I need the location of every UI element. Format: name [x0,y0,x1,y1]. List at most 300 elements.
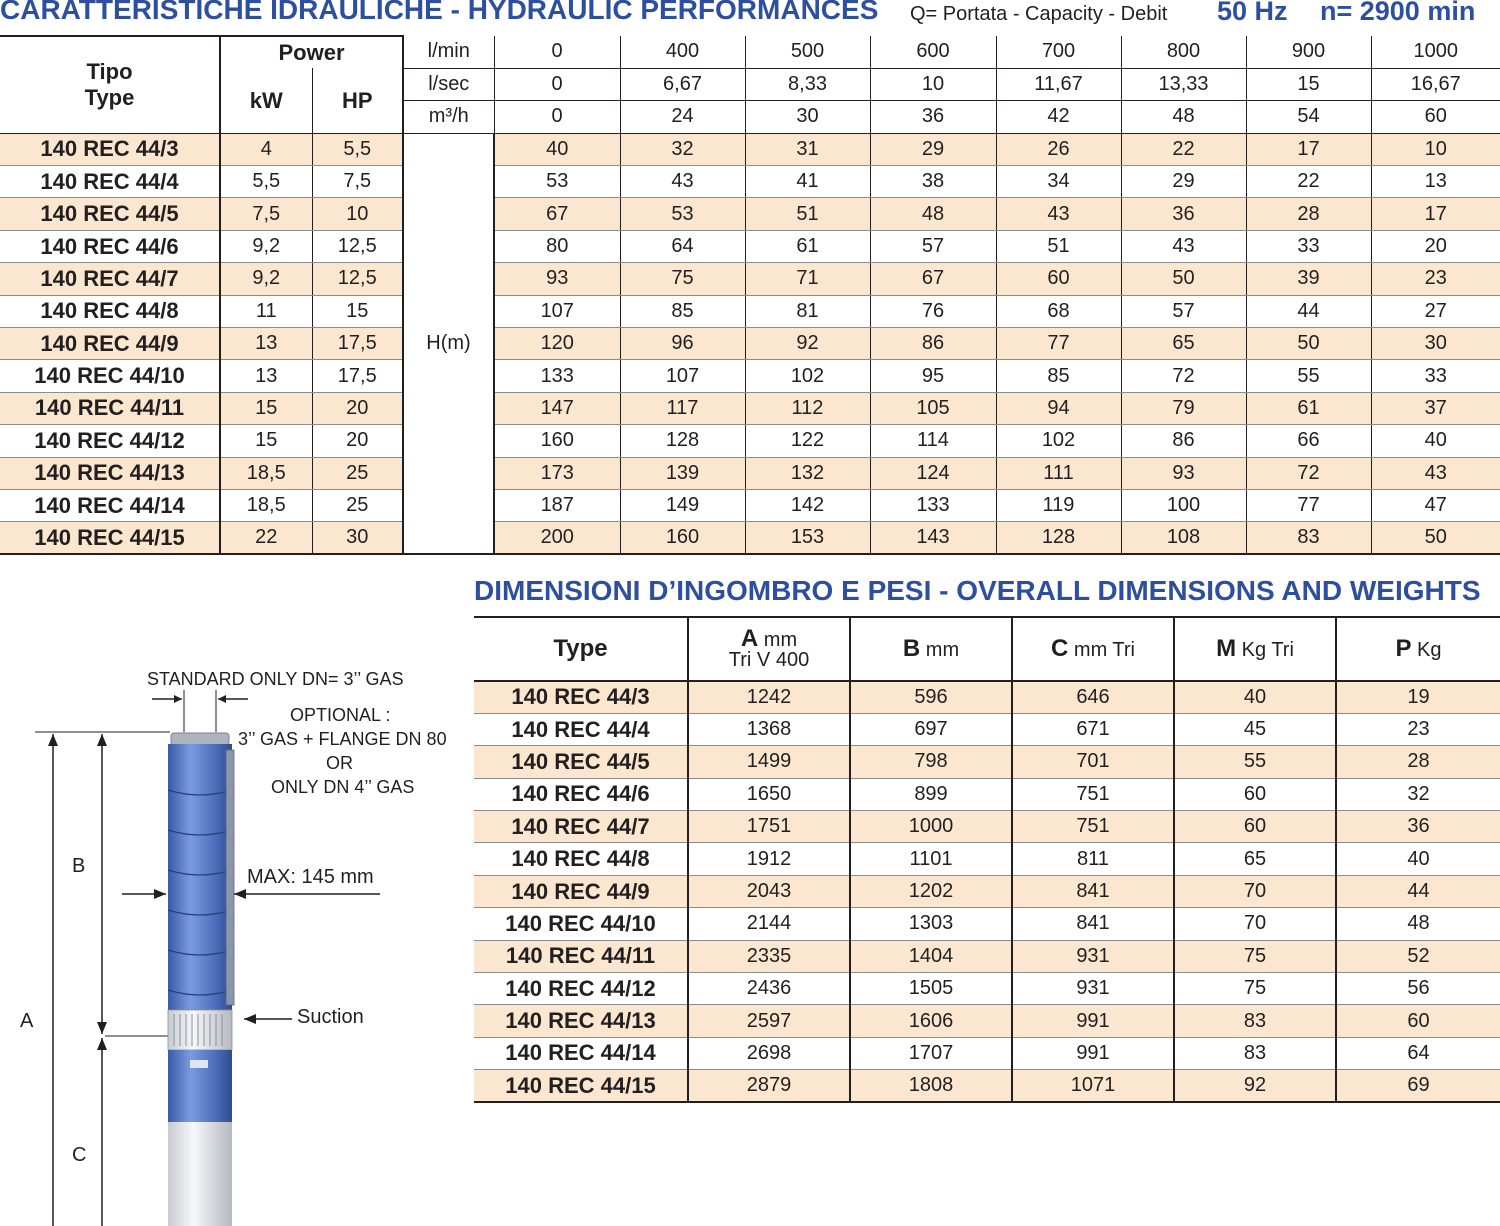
type-column-header [0,36,220,133]
dim-c-cell: 646 [1012,681,1174,713]
pump-type-cell: 140 REC 44/4 [0,166,220,198]
dim-c-cell: 991 [1012,1037,1174,1069]
head-value-cell: 80 [494,230,620,262]
hydraulic-table-body [0,133,1500,554]
pump-dimension-diagram [0,640,470,1226]
flow-cell: 54 [1246,101,1371,133]
dim-p-unit: Kg [1417,638,1442,661]
head-value-cell: 27 [1371,295,1500,327]
dim-type-cell: 140 REC 44/15 [474,1070,688,1102]
dim-m-cell: 70 [1174,875,1336,907]
head-value-cell: 119 [996,489,1121,521]
unit-lmin: l/min [403,36,494,68]
dim-a-cell: 1499 [688,746,850,778]
dim-p-cell: 48 [1336,908,1500,940]
kw-cell: 18,5 [220,489,312,521]
head-value-cell: 17 [1371,198,1500,230]
table-row [0,263,1500,295]
dim-c-cell: 931 [1012,940,1174,972]
head-value-cell: 61 [745,230,870,262]
max-diameter-label: MAX: 145 mm [247,866,374,888]
head-value-cell: 92 [745,328,870,360]
head-value-cell: 149 [620,489,745,521]
flow-cell: 0 [494,36,620,68]
pump-type-cell: 140 REC 44/14 [0,489,220,521]
flow-cell: 8,33 [745,68,870,100]
head-value-cell: 44 [1246,295,1371,327]
dim-type-cell: 140 REC 44/14 [474,1037,688,1069]
hydraulic-table [0,35,1500,555]
dim-a-cell: 2597 [688,1005,850,1037]
dim-c-cell: 671 [1012,713,1174,745]
dimension-c-label: C [72,1144,87,1166]
dimension-b-bottom-arrowhead [97,1022,107,1034]
dim-type-cell: 140 REC 44/12 [474,973,688,1005]
table-row [474,940,1500,972]
dim-a-cell: 2879 [688,1070,850,1102]
dimensions-table-body [474,681,1500,1102]
head-value-cell: 120 [494,328,620,360]
pump-type-cell: 140 REC 44/15 [0,522,220,554]
dim-b-cell: 1303 [850,908,1012,940]
dim-m-cell: 75 [1174,940,1336,972]
dim-p-cell: 64 [1336,1037,1500,1069]
pump-type-cell: 140 REC 44/10 [0,360,220,392]
head-value-cell: 61 [1246,392,1371,424]
optional-note-4: ONLY DN 4’’ GAS [271,777,415,797]
head-value-cell: 17 [1246,133,1371,165]
dim-b-cell: 1202 [850,875,1012,907]
hp-cell: 15 [312,295,403,327]
head-value-cell: 124 [870,457,996,489]
dim-c-cell: 1071 [1012,1070,1174,1102]
dim-a-cell: 2043 [688,875,850,907]
dim-c-cell: 751 [1012,778,1174,810]
head-value-cell: 139 [620,457,745,489]
dim-type-cell: 140 REC 44/6 [474,778,688,810]
flow-cell: 16,67 [1371,68,1500,100]
hp-cell: 20 [312,392,403,424]
dim-type-cell: 140 REC 44/11 [474,940,688,972]
hp-cell: 17,5 [312,360,403,392]
dim-m-cell: 60 [1174,778,1336,810]
head-value-cell: 85 [996,360,1121,392]
head-value-cell: 40 [494,133,620,165]
dim-m-cell: 60 [1174,811,1336,843]
pump-cable-guard [226,750,234,1005]
dim-c-cell: 931 [1012,973,1174,1005]
head-value-cell: 93 [494,263,620,295]
table-row [0,457,1500,489]
table-row [0,392,1500,424]
head-value-cell: 53 [620,198,745,230]
dim-m-cell: 92 [1174,1070,1336,1102]
head-value-cell: 66 [1246,425,1371,457]
dim-type-cell: 140 REC 44/4 [474,713,688,745]
pump-type-cell: 140 REC 44/12 [0,425,220,457]
dim-b-cell: 1808 [850,1070,1012,1102]
flow-cell: 15 [1246,68,1371,100]
flow-cell: 48 [1121,101,1246,133]
head-value-cell: 77 [996,328,1121,360]
head-value-cell: 29 [870,133,996,165]
head-value-cell: 128 [996,522,1121,554]
capacity-label: Q= Portata - Capacity - Debit [910,3,1168,25]
hp-cell: 25 [312,457,403,489]
optional-note-3: OR [326,753,353,773]
dim-type-cell: 140 REC 44/10 [474,908,688,940]
pump-type-cell: 140 REC 44/3 [0,133,220,165]
head-value-cell: 22 [1246,166,1371,198]
head-value-cell: 50 [1121,263,1246,295]
dim-b-cell: 1606 [850,1005,1012,1037]
dim-p-cell: 44 [1336,875,1500,907]
table-row [0,489,1500,521]
head-value-cell: 26 [996,133,1121,165]
head-value-cell: 72 [1121,360,1246,392]
flow-cell: 500 [745,36,870,68]
head-value-cell: 64 [620,230,745,262]
dim-p-cell: 69 [1336,1070,1500,1102]
dim-p-letter: P [1395,634,1412,662]
head-value-cell: 53 [494,166,620,198]
head-value-cell: 122 [745,425,870,457]
dimensions-title: DIMENSIONI D’INGOMBRO E PESI - OVERALL DIMENSIONS AND WEIGHTS [474,575,1481,606]
dimension-c-arrowhead [97,1038,107,1050]
dim-a-header [688,617,850,681]
head-value-cell: 128 [620,425,745,457]
dim-b-cell: 1000 [850,811,1012,843]
dim-type-header [474,617,688,681]
head-value-cell: 60 [996,263,1121,295]
flow-cell: 36 [870,101,996,133]
dim-a-cell: 1650 [688,778,850,810]
kw-cell: 13 [220,360,312,392]
standard-arrowhead-right [218,695,226,703]
table-row [474,713,1500,745]
kw-cell: 13 [220,328,312,360]
dim-c-header [1012,617,1174,681]
kw-header: kW [220,68,312,133]
dim-m-cell: 83 [1174,1037,1336,1069]
head-value-cell: 65 [1121,328,1246,360]
table-row [0,198,1500,230]
dimensions-header-row [474,617,1500,681]
dim-p-cell: 32 [1336,778,1500,810]
head-value-cell: 43 [620,166,745,198]
header-row-lmin [0,36,1500,68]
flow-cell: 1000 [1371,36,1500,68]
kw-cell: 15 [220,392,312,424]
table-row [0,133,1500,165]
dim-m-cell: 40 [1174,681,1336,713]
head-value-cell: 29 [1121,166,1246,198]
kw-cell: 9,2 [220,263,312,295]
dim-c-cell: 811 [1012,843,1174,875]
head-value-cell: 43 [1371,457,1500,489]
hp-cell: 5,5 [312,133,403,165]
dim-c-cell: 991 [1012,1005,1174,1037]
dim-b-cell: 1101 [850,843,1012,875]
kw-cell: 22 [220,522,312,554]
dim-p-cell: 56 [1336,973,1500,1005]
flow-cell: 800 [1121,36,1246,68]
head-value-cell: 105 [870,392,996,424]
table-row [474,843,1500,875]
flow-cell: 0 [494,68,620,100]
head-value-cell: 22 [1121,133,1246,165]
dim-type-cell: 140 REC 44/7 [474,811,688,843]
dim-b-cell: 1404 [850,940,1012,972]
flow-cell: 600 [870,36,996,68]
pump-nameplate [190,1060,208,1068]
dim-type-cell: 140 REC 44/13 [474,1005,688,1037]
head-value-cell: 31 [745,133,870,165]
optional-note-1: OPTIONAL : [290,705,391,725]
head-value-cell: 39 [1246,263,1371,295]
hydraulic-header [0,0,1500,32]
head-value-cell: 86 [1121,425,1246,457]
head-value-cell: 50 [1246,328,1371,360]
hp-header: HP [312,68,403,133]
max-arrowhead-right [234,889,246,899]
dim-p-cell: 60 [1336,1005,1500,1037]
head-value-cell: 71 [745,263,870,295]
table-row [0,360,1500,392]
head-value-cell: 13 [1371,166,1500,198]
head-value-cell: 147 [494,392,620,424]
head-value-cell: 68 [996,295,1121,327]
optional-note-2: 3’’ GAS + FLANGE DN 80 [238,729,447,749]
head-value-cell: 153 [745,522,870,554]
dim-a-cell: 1751 [688,811,850,843]
dimension-b-top-arrowhead [97,734,107,746]
flow-cell: 30 [745,101,870,133]
table-row [474,811,1500,843]
tipo-label: Tipo [86,58,133,84]
head-value-cell: 57 [870,230,996,262]
unit-lsec: l/sec [403,68,494,100]
head-value-cell: 36 [1121,198,1246,230]
dim-b-letter: B [902,634,921,662]
kw-cell: 9,2 [220,230,312,262]
head-value-cell: 51 [996,230,1121,262]
head-value-cell: 100 [1121,489,1246,521]
dim-type-label: Type [553,634,608,662]
dim-p-header [1336,617,1500,681]
dim-b-cell: 697 [850,713,1012,745]
dim-a-cell: 2335 [688,940,850,972]
hp-cell: 30 [312,522,403,554]
dim-m-header [1174,617,1336,681]
standard-arrowhead-left [174,695,182,703]
flow-cell: 10 [870,68,996,100]
table-row [474,1037,1500,1069]
dim-b-cell: 798 [850,746,1012,778]
flow-cell: 11,67 [996,68,1121,100]
kw-cell: 5,5 [220,166,312,198]
head-value-cell: 55 [1246,360,1371,392]
max-arrowhead-left [154,889,166,899]
table-row [474,778,1500,810]
kw-cell: 11 [220,295,312,327]
dim-m-cell: 55 [1174,746,1336,778]
dim-a-cell: 2436 [688,973,850,1005]
dimension-a-label: A [20,1010,34,1032]
unit-m3h: m³/h [403,101,494,133]
hp-cell: 7,5 [312,166,403,198]
dim-b-cell: 1707 [850,1037,1012,1069]
pump-type-cell: 140 REC 44/9 [0,328,220,360]
dim-b-cell: 596 [850,681,1012,713]
flow-cell: 13,33 [1121,68,1246,100]
head-value-cell: 143 [870,522,996,554]
hydraulic-title: CARATTERISTICHE IDRAULICHE - HYDRAULIC PERFORMANCES [0,0,879,25]
table-row [0,295,1500,327]
dim-m-letter: M [1216,634,1237,662]
standard-note: STANDARD ONLY DN= 3’’ GAS [147,669,404,689]
head-value-cell: 50 [1371,522,1500,554]
dim-a-cell: 1242 [688,681,850,713]
flow-cell: 700 [996,36,1121,68]
dim-a-unit: mm [763,628,798,651]
dim-p-cell: 23 [1336,713,1500,745]
dim-type-cell: 140 REC 44/3 [474,681,688,713]
dimension-b-label: B [72,855,86,877]
head-value-cell: 85 [620,295,745,327]
head-value-cell: 160 [620,522,745,554]
frequency-label: 50 Hz [1217,0,1288,26]
hp-cell: 12,5 [312,230,403,262]
head-value-cell: 43 [996,198,1121,230]
table-row [0,425,1500,457]
dim-m-unit: Kg Tri [1241,638,1294,661]
header-row-lsec [0,68,1500,100]
dim-c-cell: 841 [1012,908,1174,940]
dimension-a-arrowhead [48,734,58,746]
dim-m-cell: 83 [1174,1005,1336,1037]
pump-stages-body [168,744,232,1010]
kw-cell: 7,5 [220,198,312,230]
head-value-cell: 28 [1246,198,1371,230]
head-value-cell: 48 [870,198,996,230]
head-value-cell: 41 [745,166,870,198]
head-value-cell: 30 [1371,328,1500,360]
dim-a-letter: A [740,624,759,652]
hp-cell: 20 [312,425,403,457]
head-value-cell: 79 [1121,392,1246,424]
flow-cell: 6,67 [620,68,745,100]
flow-cell: 24 [620,101,745,133]
head-value-cell: 32 [620,133,745,165]
dim-type-cell: 140 REC 44/9 [474,875,688,907]
head-value-cell: 93 [1121,457,1246,489]
pump-type-cell: 140 REC 44/13 [0,457,220,489]
dim-p-cell: 36 [1336,811,1500,843]
table-row [474,908,1500,940]
dim-type-cell: 140 REC 44/8 [474,843,688,875]
power-header: Power [220,36,403,68]
head-value-cell: 200 [494,522,620,554]
dim-p-cell: 52 [1336,940,1500,972]
table-row [474,1005,1500,1037]
head-value-cell: 187 [494,489,620,521]
table-row [0,230,1500,262]
head-value-cell: 51 [745,198,870,230]
table-row [474,746,1500,778]
head-value-cell: 67 [870,263,996,295]
head-value-cell: 83 [1246,522,1371,554]
pump-outlet-head [171,733,229,745]
table-row [474,973,1500,1005]
head-value-cell: 94 [996,392,1121,424]
dim-a-cell: 1912 [688,843,850,875]
dim-a-cell: 1368 [688,713,850,745]
pump-type-cell: 140 REC 44/8 [0,295,220,327]
head-value-cell: 142 [745,489,870,521]
suction-arrowhead [244,1014,256,1024]
head-value-cell: 107 [620,360,745,392]
dim-p-cell: 19 [1336,681,1500,713]
head-value-cell: 81 [745,295,870,327]
table-row [0,166,1500,198]
head-label-cell: H(m) [403,133,494,554]
head-value-cell: 38 [870,166,996,198]
suction-label: Suction [297,1006,364,1028]
kw-cell: 15 [220,425,312,457]
head-value-cell: 117 [620,392,745,424]
hp-cell: 25 [312,489,403,521]
head-value-cell: 34 [996,166,1121,198]
table-row [0,328,1500,360]
dim-c-unit: mm Tri [1073,638,1135,661]
head-value-cell: 111 [996,457,1121,489]
dim-c-cell: 701 [1012,746,1174,778]
head-value-cell: 133 [494,360,620,392]
head-value-cell: 77 [1246,489,1371,521]
pump-type-cell: 140 REC 44/7 [0,263,220,295]
head-value-cell: 76 [870,295,996,327]
head-value-cell: 96 [620,328,745,360]
pump-type-cell: 140 REC 44/11 [0,392,220,424]
pump-type-cell: 140 REC 44/5 [0,198,220,230]
head-value-cell: 40 [1371,425,1500,457]
pump-motor-lower [168,1122,232,1226]
head-value-cell: 108 [1121,522,1246,554]
dim-b-cell: 1505 [850,973,1012,1005]
head-value-cell: 107 [494,295,620,327]
pump-type-cell: 140 REC 44/6 [0,230,220,262]
table-row [0,522,1500,554]
head-value-cell: 43 [1121,230,1246,262]
dim-b-unit: mm [925,638,960,661]
kw-cell: 4 [220,133,312,165]
head-value-cell: 112 [745,392,870,424]
dim-c-cell: 751 [1012,811,1174,843]
speed-label: n= 2900 min [1320,0,1476,26]
kw-cell: 18,5 [220,457,312,489]
head-value-cell: 133 [870,489,996,521]
hp-cell: 12,5 [312,263,403,295]
head-value-cell: 95 [870,360,996,392]
head-value-cell: 102 [996,425,1121,457]
flow-cell: 60 [1371,101,1500,133]
dim-b-cell: 899 [850,778,1012,810]
head-value-cell: 20 [1371,230,1500,262]
head-value-cell: 86 [870,328,996,360]
head-value-cell: 72 [1246,457,1371,489]
head-value-cell: 33 [1371,360,1500,392]
